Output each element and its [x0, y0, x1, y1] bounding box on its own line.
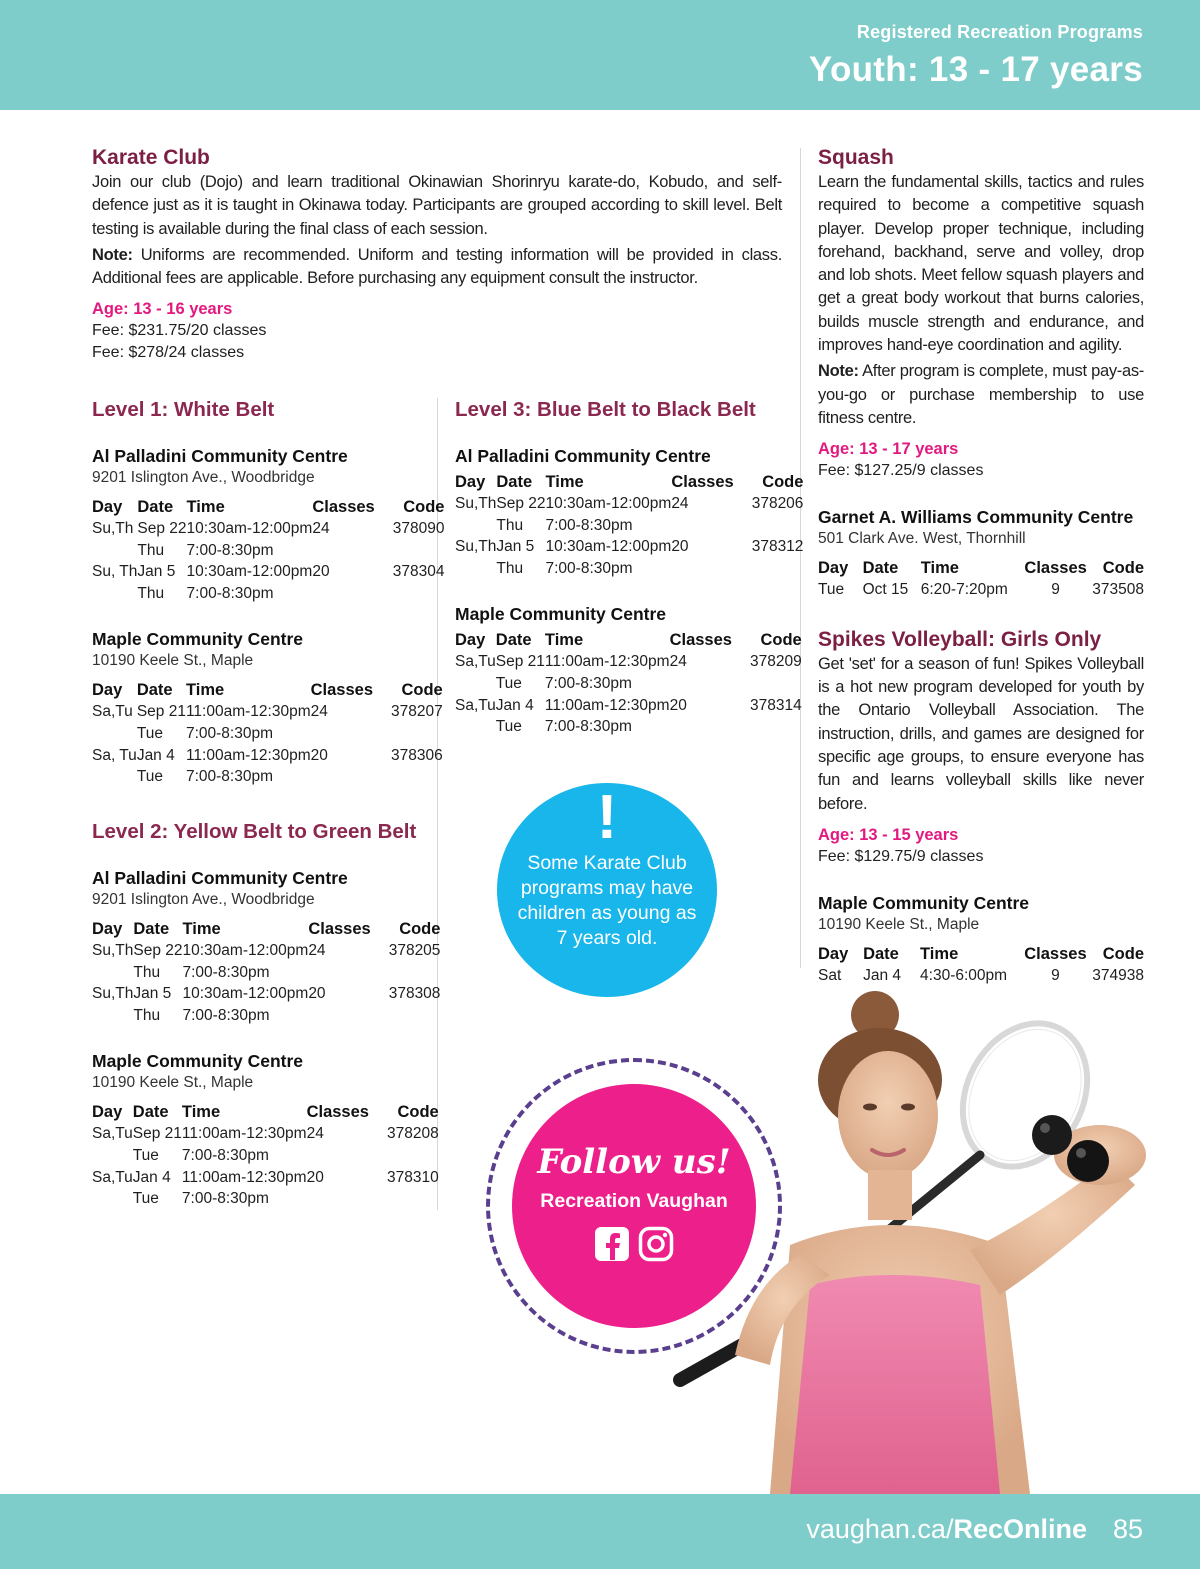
location-address: 10190 Keele St., Maple: [818, 915, 980, 933]
cell-date: Jan 4: [863, 966, 901, 984]
cell-time: 11:00am-12:30pm: [544, 653, 670, 671]
col-day: Day: [92, 498, 123, 516]
cell-time: 7:00-8:30pm: [186, 584, 274, 602]
cell-time: 10:30am-12:00pm: [545, 538, 672, 556]
cell-date: Thu: [137, 541, 165, 559]
cell-date: Thu: [496, 516, 524, 534]
cell-day: [455, 673, 496, 695]
schedule-table: [818, 557, 1144, 601]
cell-classes: 9: [1051, 581, 1060, 599]
fee: Fee: $127.25/9 classes: [818, 462, 984, 480]
program-title: Karate Club: [92, 146, 210, 169]
cell-classes: 24: [312, 520, 330, 537]
location-address: 501 Clark Ave. West, Thornhill: [818, 530, 1026, 548]
cell-time: 11:00am-12:30pm: [185, 703, 311, 721]
cell-code: 374938: [1092, 966, 1144, 984]
location-name: Al Palladini Community Centre: [92, 868, 348, 888]
cell-code: [393, 583, 445, 605]
program-note: [92, 244, 782, 291]
col-code: Code: [401, 681, 443, 700]
program-description: Learn the fundamental skills, tactics and rules required to become a competitive squash player. Develop proper technique, including forehand, backhand, serve and volley, drop and lob shots. Meet fellow squash players and get a great body workout that burns calories, builds muscle strength and endurance, and improves hand-eye coordination and agility.: [818, 173, 1144, 355]
col-code: Code: [1102, 944, 1144, 963]
cell-code: 378206: [751, 495, 804, 512]
col-time: Time: [920, 944, 959, 963]
table-row: [92, 561, 444, 583]
col-time: Time: [182, 920, 221, 938]
location-address: 9201 Islington Ave., Woodbridge: [92, 891, 315, 908]
level-1-section: [92, 397, 445, 788]
cell-date: Tue: [132, 1190, 159, 1208]
cell-time: 7:00-8:30pm: [185, 768, 273, 786]
cell-time: 7:00-8:30pm: [182, 1006, 270, 1024]
col-date: Date: [495, 631, 532, 650]
cell-code: 378207: [391, 703, 443, 721]
col-code: Code: [760, 631, 802, 650]
cell-code: [389, 962, 441, 984]
cell-date: Thu: [137, 584, 165, 602]
cell-date: Jan 5: [137, 563, 176, 581]
table-row: [455, 558, 803, 580]
cell-code: 378308: [388, 985, 441, 1003]
col-time: Time: [186, 498, 225, 516]
cell-code: [391, 723, 443, 745]
col-time: Time: [545, 473, 584, 491]
note-text: After program is complete, must pay-as-you-go or purchase membership to use fitness centre.: [818, 362, 1144, 427]
cell-day: Sat: [818, 966, 842, 984]
col-time: Time: [181, 1103, 221, 1122]
karate-section: [92, 145, 782, 364]
age-range: Age: 13 - 17 years: [818, 440, 959, 459]
cell-date: Sep 21: [495, 653, 545, 671]
note-label: Note:: [818, 362, 859, 381]
cell-day: Su,Th: [92, 985, 134, 1003]
table-row: [92, 1188, 439, 1210]
cell-code: [391, 766, 443, 788]
level-title: Level 3: Blue Belt to Black Belt: [455, 398, 756, 421]
cell-classes: 24: [669, 653, 687, 671]
exclamation-icon: !: [596, 783, 618, 852]
age-range: Age: 13 - 16 years: [92, 300, 233, 319]
col-date: Date: [137, 498, 174, 516]
cell-day: Su,Th: [92, 520, 134, 537]
cell-classes: 20: [310, 746, 328, 764]
cell-time: 10:30am-12:00pm: [186, 563, 313, 581]
cell-classes: [307, 1188, 387, 1210]
cell-classes: [670, 716, 750, 738]
cell-time: 11:00am-12:30pm: [185, 746, 311, 764]
cell-time: 7:00-8:30pm: [182, 963, 270, 981]
col-classes: Classes: [1024, 559, 1087, 578]
cell-date: Oct 15: [862, 581, 909, 599]
level-title: Level 2: Yellow Belt to Green Belt: [92, 820, 417, 843]
col-date: Date: [862, 559, 899, 578]
col-day: Day: [92, 920, 123, 938]
cell-code: [750, 716, 802, 738]
cell-code: [387, 1145, 439, 1167]
cell-time: 7:00-8:30pm: [544, 718, 632, 736]
cell-time: 7:00-8:30pm: [185, 724, 273, 742]
cell-date: Jan 5: [133, 985, 172, 1003]
fee: Fee: $231.75/20 classes: [92, 322, 267, 340]
program-title: Squash: [818, 146, 894, 169]
location-name: Maple Community Centre: [455, 604, 666, 625]
level-title: Level 1: White Belt: [92, 398, 275, 421]
cell-classes: [311, 766, 391, 788]
col-date: Date: [863, 944, 899, 963]
cell-day: Sa,Tu: [92, 703, 133, 721]
cell-code: 378312: [751, 538, 804, 556]
col-code: Code: [397, 1103, 439, 1122]
program-note: [818, 360, 1144, 430]
cell-day: Su,Th: [455, 495, 497, 512]
cell-classes: [312, 583, 392, 605]
cell-code: 378209: [749, 653, 802, 671]
schedule-table: [818, 943, 1144, 987]
cell-classes: [308, 962, 388, 984]
table-row: [92, 1145, 439, 1167]
cell-day: [92, 540, 137, 562]
schedule-table: [92, 496, 444, 604]
cell-classes: 20: [306, 1168, 324, 1186]
url-bold: RecOnline: [953, 1514, 1087, 1544]
table-row: [92, 583, 444, 605]
cell-day: [92, 583, 137, 605]
col-code: Code: [1102, 559, 1144, 578]
col-date: Date: [136, 681, 173, 700]
cell-date: Sep 22: [137, 520, 187, 537]
location-address: 10190 Keele St., Maple: [92, 1074, 254, 1092]
location-name: Maple Community Centre: [92, 629, 303, 650]
cell-date: Sep 22: [133, 942, 183, 959]
cell-code: [750, 673, 802, 695]
location-address: 9201 Islington Ave., Woodbridge: [92, 469, 315, 486]
table-row: [455, 536, 803, 558]
schedule-table: [92, 679, 443, 787]
cell-date: Tue: [495, 718, 522, 736]
table-row: [455, 695, 802, 717]
table-row: [455, 515, 803, 537]
cell-code: 378205: [388, 942, 441, 959]
table-row: [818, 579, 1144, 601]
col-time: Time: [185, 681, 225, 700]
cell-code: 378090: [392, 520, 445, 537]
follow-us-subtitle: Recreation Vaughan: [540, 1190, 728, 1212]
col-day: Day: [92, 1103, 123, 1122]
col-date: Date: [132, 1103, 169, 1122]
cell-code: [393, 540, 445, 562]
table-row: [92, 540, 444, 562]
cell-day: Sa, Tu: [92, 746, 137, 764]
cell-time: 11:00am-12:30pm: [544, 696, 670, 714]
col-code: Code: [399, 920, 441, 938]
cell-time: 10:30am-12:00pm: [182, 985, 309, 1003]
col-classes: Classes: [310, 681, 373, 700]
follow-us-title: Follow us!: [537, 1142, 731, 1182]
instagram-icon[interactable]: [638, 1226, 674, 1262]
table-row: [92, 1005, 440, 1027]
cell-date: Jan 4: [495, 696, 534, 714]
squash-section: [818, 145, 1144, 987]
cell-classes: 20: [308, 985, 326, 1003]
col-code: Code: [762, 473, 804, 491]
fee: Fee: $129.75/9 classes: [818, 847, 984, 865]
cell-date: Tue: [136, 768, 163, 786]
col-code: Code: [403, 498, 445, 516]
program-title: Spikes Volleyball: Girls Only: [818, 627, 1102, 651]
cell-date: Tue: [495, 674, 522, 692]
cell-date: Sep 21: [136, 703, 186, 721]
cell-day: Su, Th: [92, 563, 138, 581]
program-description: Join our club (Dojo) and learn traditional Okinawian Shorinryu karate-do, Kobudo, and self-defence just as it is taught in Okinawa today. Participants are grouped according to skill level. Belt testing is available during the final class of each session.: [92, 173, 782, 238]
table-row: [92, 940, 440, 962]
col-classes: Classes: [671, 473, 734, 491]
cell-time: 7:00-8:30pm: [544, 674, 632, 692]
cell-time: 7:00-8:30pm: [545, 559, 633, 577]
col-classes: Classes: [312, 498, 375, 516]
cell-day: Sa,Tu: [92, 1125, 133, 1143]
follow-us-badge: [512, 1084, 756, 1328]
table-row: [455, 651, 802, 673]
col-day: Day: [455, 631, 486, 650]
cell-date: Thu: [133, 1006, 161, 1024]
cell-time: 7:00-8:30pm: [181, 1190, 269, 1208]
note-text: Uniforms are recommended. Uniform and testing information will be provided in class. Additional fees are applicable. Before purchasing any equipment consult the instructor.: [92, 245, 782, 288]
cell-classes: [671, 515, 751, 537]
table-row: [455, 716, 802, 738]
cell-classes: [312, 540, 392, 562]
callout-text: Some Karate Club programs may have children as young as 7 years old.: [517, 852, 697, 949]
cell-code: 378310: [386, 1168, 439, 1186]
cell-time: 7:00-8:30pm: [181, 1146, 269, 1164]
cell-day: Su,Th: [92, 942, 134, 959]
cell-day: [92, 1145, 133, 1167]
recreation-online-link[interactable]: [806, 1514, 1087, 1545]
cell-classes: [307, 1145, 387, 1167]
page-number: 85: [1112, 1514, 1143, 1544]
cell-code: 378304: [392, 563, 445, 581]
cell-code: 373508: [1092, 581, 1144, 599]
cell-date: Sep 22: [496, 495, 546, 512]
level-2-section: [92, 819, 441, 1210]
col-classes: Classes: [669, 631, 732, 650]
cell-time: 10:30am-12:00pm: [545, 495, 672, 512]
fee: Fee: $278/24 classes: [92, 344, 245, 362]
table-row: [818, 965, 1144, 987]
cell-code: [387, 1188, 439, 1210]
col-day: Day: [818, 559, 849, 578]
table-row: [92, 745, 443, 767]
cell-day: [455, 515, 496, 537]
cell-day: [92, 1005, 133, 1027]
cell-time: 10:30am-12:00pm: [182, 942, 309, 959]
schedule-table: [92, 918, 440, 1026]
table-row: [92, 723, 443, 745]
cell-date: Thu: [496, 559, 524, 577]
age-range: Age: 13 - 15 years: [818, 825, 959, 844]
cell-day: Sa,Tu: [455, 653, 496, 671]
cell-time: 10:30am-12:00pm: [186, 520, 313, 537]
cell-day: [92, 1188, 133, 1210]
cell-day: [455, 558, 496, 580]
cell-date: Jan 5: [496, 538, 535, 556]
cell-day: Su,Th: [455, 538, 497, 556]
col-classes: Classes: [306, 1103, 369, 1122]
col-day: Day: [818, 944, 849, 963]
table-row: [92, 983, 440, 1005]
table-row: [92, 1123, 439, 1145]
cell-code: 378314: [749, 696, 802, 714]
cell-date: Jan 4: [136, 746, 175, 764]
location-name: Al Palladini Community Centre: [92, 446, 348, 466]
cell-time: 11:00am-12:30pm: [181, 1125, 307, 1143]
cell-day: Tue: [818, 581, 845, 599]
table-row: [92, 962, 440, 984]
table-row: [92, 701, 443, 723]
col-date: Date: [133, 920, 170, 938]
page-title: Youth: 13 - 17 years: [808, 50, 1143, 89]
col-classes: Classes: [1024, 944, 1087, 963]
cell-time: 6:20-7:20pm: [920, 581, 1008, 599]
cell-classes: 20: [669, 696, 687, 714]
col-time: Time: [920, 559, 959, 578]
cell-day: [92, 723, 137, 745]
facebook-icon[interactable]: [594, 1226, 630, 1262]
program-description: Get 'set' for a season of fun! Spikes Volleyball is a hot new program developed for youth by the Ontario Volleyball Association. The instruction, drills, and games are designed for specific age groups, to ensure everyone has fun and learns volleyball skills like never before.: [818, 654, 1144, 813]
cell-code: [752, 515, 804, 537]
location-name: Maple Community Centre: [92, 1051, 303, 1072]
cell-code: 378208: [386, 1125, 439, 1143]
cell-date: Tue: [132, 1146, 159, 1164]
cell-classes: [671, 558, 751, 580]
cell-date: Sep 21: [132, 1125, 182, 1143]
col-classes: Classes: [308, 920, 371, 938]
cell-classes: 20: [312, 563, 330, 581]
social-icons: [512, 1226, 756, 1262]
table-row: [92, 1167, 439, 1189]
col-date: Date: [496, 473, 533, 491]
cell-date: Jan 4: [132, 1168, 171, 1186]
cell-date: Tue: [136, 724, 163, 742]
level-3-section: [455, 397, 804, 738]
schedule-table: [455, 629, 802, 737]
table-row: [92, 766, 443, 788]
location-address: 10190 Keele St., Maple: [92, 652, 254, 670]
cell-classes: 20: [671, 538, 689, 556]
cell-day: Sa,Tu: [455, 696, 496, 714]
cell-classes: 9: [1051, 966, 1060, 984]
cell-code: 378306: [391, 746, 443, 764]
col-day: Day: [455, 473, 486, 491]
cell-classes: [670, 673, 750, 695]
location-name: Garnet A. Williams Community Centre: [818, 507, 1134, 528]
table-row: [455, 493, 803, 515]
cell-time: 4:30-6:00pm: [920, 966, 1008, 984]
cell-day: [92, 962, 133, 984]
cell-day: [455, 716, 496, 738]
karate-age-callout: [497, 783, 717, 997]
col-day: Day: [92, 681, 123, 700]
cell-code: [752, 558, 804, 580]
table-row: [455, 673, 802, 695]
schedule-table: [92, 1101, 439, 1209]
table-row: [92, 518, 444, 540]
cell-classes: 24: [310, 703, 328, 721]
cell-day: Sa,Tu: [92, 1168, 133, 1186]
cell-classes: [311, 723, 391, 745]
note-label: Note:: [92, 245, 133, 264]
col-time: Time: [544, 631, 584, 650]
cell-classes: 24: [306, 1125, 324, 1143]
cell-classes: [308, 1005, 388, 1027]
url-prefix: vaughan.ca/: [806, 1514, 954, 1544]
cell-time: 7:00-8:30pm: [545, 516, 633, 534]
cell-classes: 24: [308, 942, 326, 959]
location-name: Maple Community Centre: [818, 892, 1029, 913]
cell-classes: 24: [671, 495, 689, 512]
section-label: Registered Recreation Programs: [856, 22, 1143, 42]
schedule-table: [455, 471, 803, 579]
cell-time: 11:00am-12:30pm: [181, 1168, 307, 1186]
cell-time: 7:00-8:30pm: [186, 541, 274, 559]
cell-date: Thu: [133, 963, 161, 981]
location-name: Al Palladini Community Centre: [455, 446, 711, 466]
cell-day: [92, 766, 137, 788]
cell-code: [389, 1005, 441, 1027]
